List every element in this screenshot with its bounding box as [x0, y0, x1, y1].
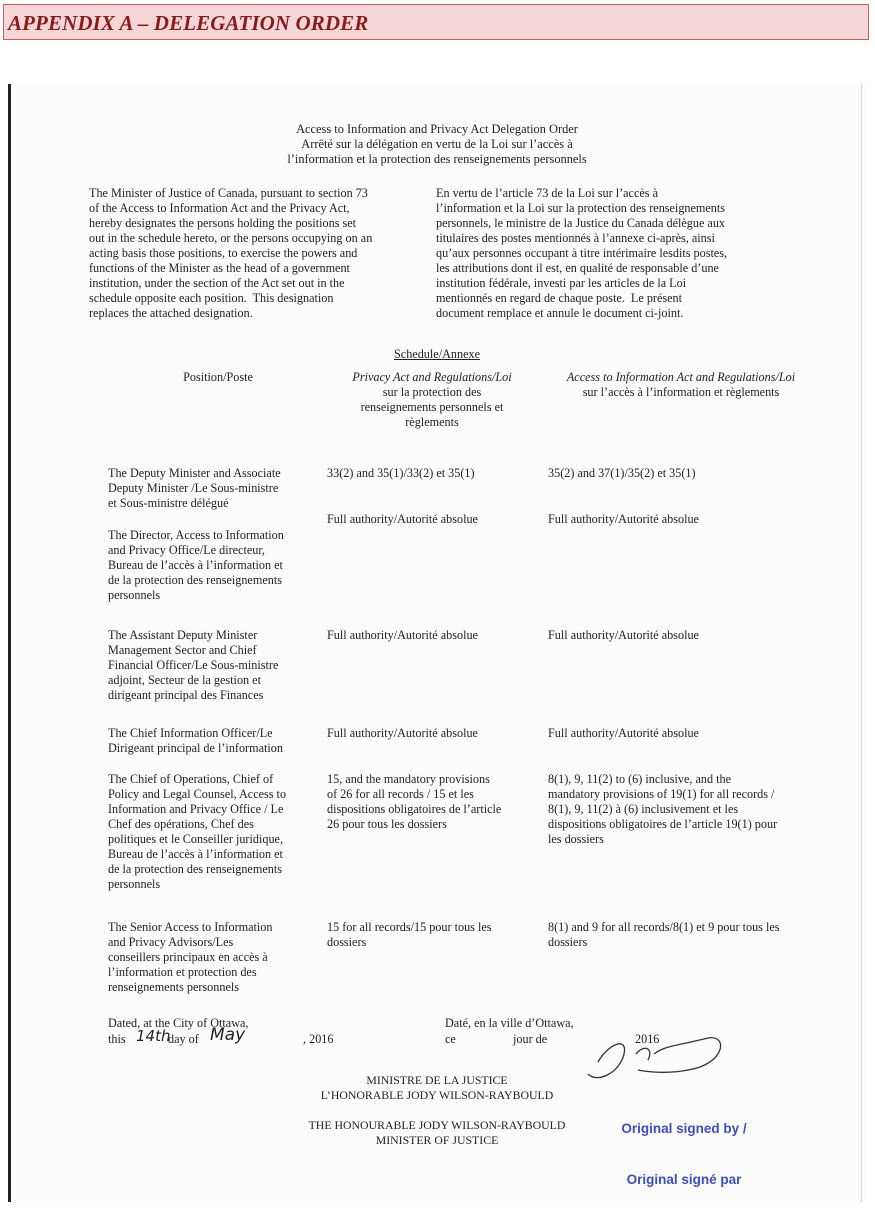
preamble-en-line: functions of the Minister as the head of a government [89, 261, 350, 275]
order-heading-line-3: l’information et la protection des renseignements personnels [287, 152, 587, 166]
row-position-line: Dirigeant principal de l’information [108, 741, 283, 755]
dated-en-line: Dated, at the City of Ottawa, [108, 1016, 249, 1030]
row-position-line: The Assistant Deputy Minister [108, 628, 258, 642]
row-privacy-line: of 26 for all records / 15 et les [327, 787, 474, 801]
row-position-line: The Chief of Operations, Chief of [108, 772, 274, 786]
row-access-line: Full authority/Autorité absolue [548, 726, 699, 740]
preamble-fr-line: qu’aux personnes occupant à titre intérimaire lesdits postes, [436, 246, 728, 260]
preamble-fr-line: titulaires des postes mentionnés à l’annexe ci-après, ainsi [436, 231, 715, 245]
row-position-line: de la protection des renseignements [108, 573, 282, 587]
row-access-line: dispositions obligatoires de l’article 19(1) pour [548, 817, 778, 831]
row-access-line: les dossiers [548, 832, 604, 846]
row-position-line: The Director, Access to Information [108, 528, 284, 542]
row-privacy-line: dossiers [327, 935, 367, 949]
handwritten-day: 14th [136, 1027, 171, 1045]
appendix-banner [3, 4, 869, 40]
signatory-fr-title: MINISTRE DE LA JUSTICE [366, 1073, 508, 1087]
minister-signature [558, 1024, 728, 1094]
dated-fr-jour: jour de [513, 1032, 548, 1046]
preamble-en-line: replaces the attached designation. [89, 306, 253, 320]
column-header-access-line: Access to Information Act and Regulations/Loi [566, 370, 796, 384]
row-position-line: dirigeant principal des Finances [108, 688, 264, 702]
row-position-line: de la protection des renseignements [108, 862, 282, 876]
row-access-line: 8(1), 9, 11(2) à (6) inclusivement et les [548, 802, 739, 816]
dated-fr-line: Daté, en la ville d’Ottawa, [445, 1016, 574, 1030]
row-privacy-line: Full authority/Autorité absolue [327, 628, 478, 642]
preamble-en-line: out in the schedule hereto, or the persons occupying on an [89, 231, 373, 245]
row-position-line: personnels [108, 877, 161, 891]
row-position-line: et Sous-ministre délégué [108, 496, 229, 510]
row-position-line: Financial Officer/Le Sous-ministre [108, 658, 279, 672]
row-position-line: adjoint, Secteur de la gestion et [108, 673, 261, 687]
row-position-line: and Privacy Advisors/Les [108, 935, 234, 949]
row-position-line: Chef des opérations, Chef des [108, 817, 254, 831]
signatory-en-title: MINISTER OF JUSTICE [375, 1133, 499, 1147]
row-access-line: dossiers [548, 935, 588, 949]
preamble-fr-line: l’information et la Loi sur la protection des renseignements [436, 201, 726, 215]
dated-en-day-of: day of [168, 1032, 199, 1046]
original-signed-stamp [592, 1086, 776, 1205]
row-access-line: 35(2) and 37(1)/35(2) et 35(1) [548, 466, 696, 480]
row-position-line: Deputy Minister /Le Sous-ministre [108, 481, 279, 495]
row-access-line: 8(1) and 9 for all records/8(1) et 9 pour tous les [548, 920, 780, 934]
preamble-fr-line: document remplace et annule le document ci-joint. [436, 306, 684, 320]
row-position-line: and Privacy Office/Le directeur, [108, 543, 265, 557]
order-heading-line-2: Arrêté sur la délégation en vertu de la Loi sur l’accès à [301, 137, 573, 151]
row-access-line: mandatory provisions of 19(1) for all records / [548, 787, 775, 801]
preamble-fr-line: institution fédérale, investi par les articles de la Loi [436, 276, 687, 290]
stamp-line-en: Original signed by / [621, 1121, 747, 1136]
scan-right-edge [861, 84, 862, 1202]
row-position-line: Bureau de l’accès à l’information et [108, 847, 283, 861]
dated-en-this: this [108, 1032, 126, 1046]
preamble-fr-line: mentionnés en regard de chaque poste. Le présent [436, 291, 683, 305]
column-header-privacy-line: Privacy Act and Regulations/Loi [352, 370, 512, 384]
row-access-line: Full authority/Autorité absolue [548, 628, 699, 642]
row-position-line: l’information et protection des [108, 965, 257, 979]
row-privacy-line: 15 for all records/15 pour tous les [327, 920, 492, 934]
preamble-en-line: hereby designates the persons holding the positions set [89, 216, 357, 230]
row-position-line: personnels [108, 588, 161, 602]
row-position-line: Policy and Legal Counsel, Access to [108, 787, 287, 801]
preamble-en-line: of the Access to Information Act and the Privacy Act, [89, 201, 350, 215]
preamble-en-line: The Minister of Justice of Canada, pursuant to section 73 [89, 186, 368, 200]
preamble-en-line: institution, under the section of the Act set out in the [89, 276, 345, 290]
column-header-privacy-line: sur la protection des [382, 385, 482, 399]
appendix-title: APPENDIX A – DELEGATION ORDER [8, 11, 369, 35]
row-privacy-line: 26 pour tous les dossiers [327, 817, 447, 831]
row-position-line: Management Sector and Chief [108, 643, 257, 657]
signatory-fr-name: L’HONORABLE JODY WILSON-RAYBOULD [320, 1088, 554, 1102]
column-header-access-line: sur l’accès à l’information et règlements [582, 385, 780, 399]
dated-fr-ce: ce [445, 1032, 456, 1046]
scan-left-edge [8, 84, 11, 1202]
column-header-privacy-line: renseignements personnels et [360, 400, 504, 414]
row-privacy-line: 33(2) and 35(1)/33(2) et 35(1) [327, 466, 475, 480]
column-header-position: Position/Poste [183, 370, 253, 384]
preamble-en-line: schedule opposite each position. This designation [89, 291, 334, 305]
row-privacy-line: 15, and the mandatory provisions [327, 772, 490, 786]
row-position-line: Bureau de l’accès à l’information et [108, 558, 283, 572]
preamble-en-line: acting basis those positions, to exercise the powers and [89, 246, 358, 260]
dated-en-year: , 2016 [303, 1032, 334, 1046]
handwritten-month: May [210, 1025, 246, 1045]
row-privacy-line: Full authority/Autorité absolue [327, 512, 478, 526]
row-position-line: The Deputy Minister and Associate [108, 466, 281, 480]
row-privacy-line: dispositions obligatoires de l’article [327, 802, 502, 816]
signatory-en-name: THE HONOURABLE JODY WILSON-RAYBOULD [308, 1118, 566, 1132]
row-position-line: conseillers principaux en accès à [108, 950, 268, 964]
preamble-fr-line: En vertu de l’article 73 de la Loi sur l’accès à [436, 186, 658, 200]
row-position-line: renseignements personnels [108, 980, 239, 994]
row-position-line: politiques et le Conseiller juridique, [108, 832, 283, 846]
preamble-fr-line: les attributions dont il est, en qualité de responsable d’une [436, 261, 719, 275]
row-access-line: 8(1), 9, 11(2) to (6) inclusive, and the [548, 772, 731, 786]
dated-fr-year: 2016 [635, 1032, 660, 1046]
column-header-privacy-line: règlements [405, 415, 459, 429]
preamble-fr-line: personnels, le ministre de la Justice du Canada délègue aux [436, 216, 726, 230]
order-heading-line-1: Access to Information and Privacy Act Delegation Order [296, 122, 578, 136]
row-position-line: Information and Privacy Office / Le [108, 802, 284, 816]
schedule-title: Schedule/Annexe [394, 347, 480, 361]
row-access-line: Full authority/Autorité absolue [548, 512, 699, 526]
row-privacy-line: Full authority/Autorité absolue [327, 726, 478, 740]
row-position-line: The Chief Information Officer/Le [108, 726, 273, 740]
stamp-line-fr: Original signé par [626, 1172, 742, 1187]
row-position-line: The Senior Access to Information [108, 920, 273, 934]
